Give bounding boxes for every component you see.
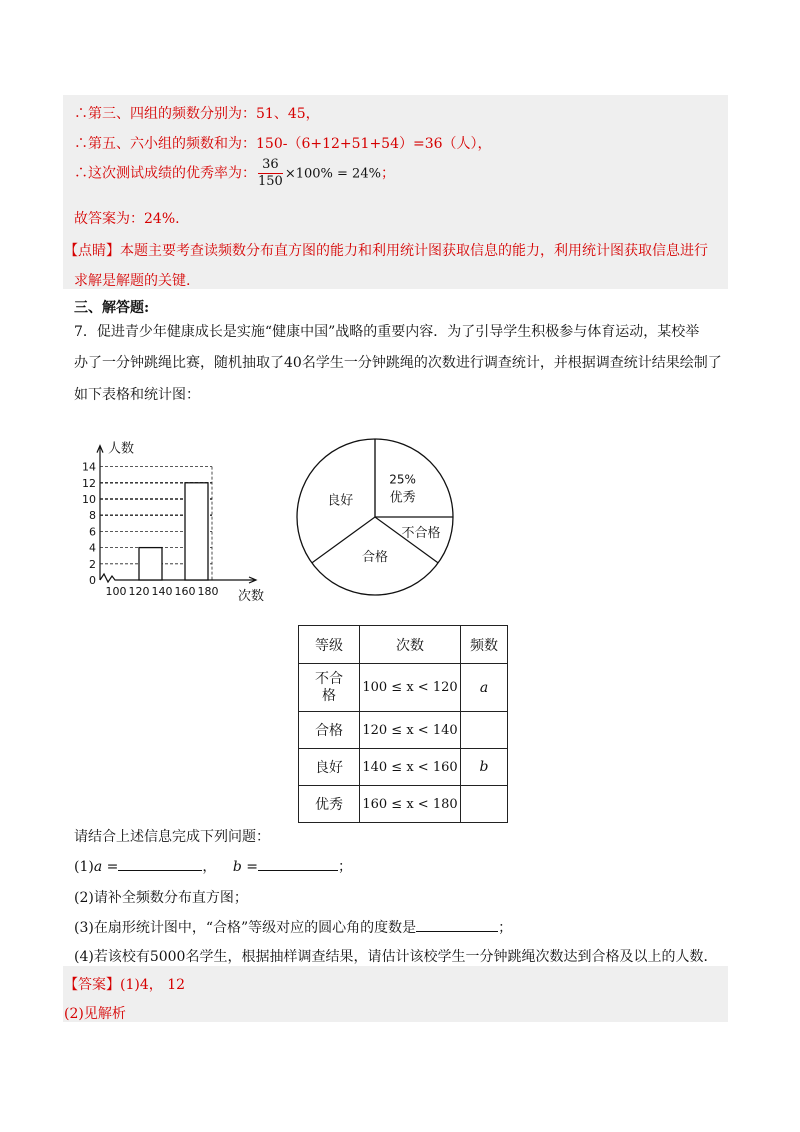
answer-1: (1)4， 12 [120,977,186,993]
grade-table [298,625,508,823]
x-tick-label: 180 [197,585,219,598]
question-1-prefix: (1) [74,859,94,875]
x-axis [100,574,256,582]
comment-line-2: 求解是解题的关键. [74,273,191,289]
question-1-end: ； [337,859,352,875]
fraction-denominator: 150 [258,174,283,189]
fraction-numerator: 36 [258,157,283,174]
histogram-bar [185,483,208,580]
comment-line-1 [64,240,708,260]
y-tick-label: 14 [82,460,96,474]
question-3 [74,917,512,937]
x-tick-label: 140 [151,585,173,598]
table-cell-freq: a [461,664,508,712]
y-tick-label: 6 [89,525,96,539]
table-cell-grade: 合格 [299,712,360,749]
table-cell-range: 140 ≤ x < 160 [360,749,461,786]
table-cell-freq [461,712,508,749]
pie-slice-label: 良好 [327,493,354,509]
question-2: (2)请补全频数分布直方图； [74,890,248,906]
table-row [299,712,508,749]
answer-blank-angle[interactable] [416,917,498,932]
answer-blank-b[interactable] [258,856,338,871]
question-3-end: ； [498,920,513,936]
solution-line-2: ∴第五、六小组的频数和为：150-（6+12+51+54）=36（人）， [74,136,492,152]
y-tick-label: 12 [82,476,96,490]
table-cell-grade: 良好 [299,749,360,786]
pie-slice-label: 合格 [361,550,389,565]
histogram-chart [80,418,310,608]
pie-slice-label: 不合格 [401,525,441,541]
fraction [258,157,283,190]
x-axis-label: 次数 [238,589,265,604]
question-1-a: a = [93,859,119,875]
questions-intro: 请结合上述信息完成下列问题： [74,829,270,845]
answer-blank-a[interactable] [118,856,202,871]
problem-line-3: 如下表格和统计图： [74,387,200,403]
table-cell-grade: 优秀 [299,786,360,823]
y-tick-label: 4 [89,541,96,555]
table-header-range: 次数 [360,626,461,664]
question-3-text: (3)在扇形统计图中，“合格”等级对应的圆心角的度数是 [74,920,417,936]
table-row [299,664,508,712]
pie-slice-label: 优秀 [389,490,416,506]
table-row [299,749,508,786]
answer-line-1 [64,974,185,994]
table-cell-range: 120 ≤ x < 140 [360,712,461,749]
solution-line-3-end: ； [380,165,395,182]
solution-line-3-prefix: ∴这次测试成绩的优秀率为： [74,165,256,182]
histogram-bar [139,548,162,580]
question-4: (4)若该校有5000名学生，根据抽样调查结果，请估计该校学生一分钟跳绳次数达到合格及以上的人数． [74,949,718,965]
table-cell-freq [461,786,508,823]
y-tick-label: 0 [89,574,96,587]
comment-text: 本题主要考查读频数分布直方图的能力和利用统计图获取信息的能力，利用统计图获取信息进行 [120,243,708,259]
question-1: (1)a = ， b = ； [74,856,352,876]
table-header-freq: 频数 [461,626,508,664]
table-header-grade: 等级 [299,626,360,664]
x-tick-label: 160 [174,585,196,598]
table-row [299,786,508,823]
y-axis-label: 人数 [108,441,135,457]
solution-answer: 故答案为：24%. [74,211,180,227]
section-title: 三、解答题: [74,300,150,316]
x-tick-label: 120 [128,585,150,598]
problem-line-2: 办了一分钟跳绳比赛，随机抽取了40名学生一分钟跳绳的次数进行调查统计，并根据调查统计结果绘制了 [74,355,722,371]
table-cell-range: 160 ≤ x < 180 [360,786,461,823]
problem-line-1: 7．促进青少年健康成长是实施“健康中国”战略的重要内容．为了引导学生积极参与体育运动，某校举 [74,324,700,340]
comment-tag: 【点睛】 [64,243,120,259]
table-cell-freq: b [461,749,508,786]
solution-line-3-formula: ×100% = 24% [284,166,381,182]
question-1-b: b = [232,859,258,875]
solution-line-1: ∴第三、四组的频数分别为：51、45， [74,106,320,122]
solution-line-3 [74,157,395,190]
table-header-row [299,626,508,664]
pie-slice-percent: 25% [389,472,416,487]
answer-line-2: (2)见解析 [64,1006,126,1022]
table-cell-grade: 不合格 [299,664,360,712]
y-tick-label: 8 [89,509,96,523]
answer-tag: 【答案】 [64,977,120,993]
y-tick-label: 10 [82,493,96,506]
y-tick-label: 2 [89,557,96,571]
table-cell-range: 100 ≤ x < 120 [360,664,461,712]
pie-chart [290,432,460,602]
x-tick-label: 100 [105,585,127,598]
